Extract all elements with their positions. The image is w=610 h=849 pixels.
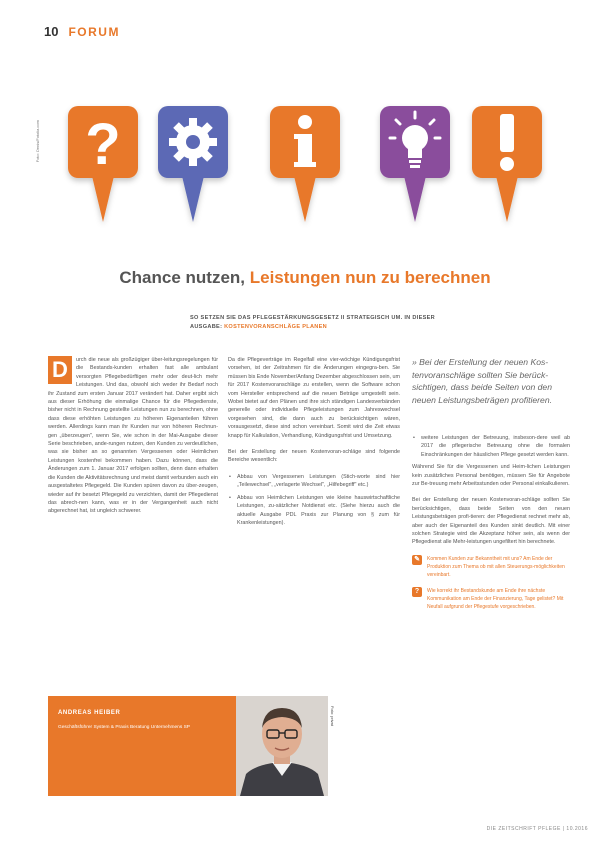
body-column-1 [48,356,218,524]
question-icon: ? [412,587,422,597]
dropcap: D [48,356,72,384]
question-mark-icon [68,106,138,222]
author-photo [236,696,328,796]
pull-quote: » Bei der Erstellung der neuen Kos-tenvoranschläge sollten Sie berück-sichtigen, dass beide Seiten von den neuen Leistungsbeträgen profitieren. [412,357,552,405]
article-headline [0,268,610,288]
page-header [44,24,120,39]
info-note [412,587,570,611]
lightbulb-icon [380,106,450,222]
section-title: FORUM [68,25,120,39]
svg-text:?: ? [85,112,121,177]
hero-photo-credit: Foto: Denis/Fotolia.com [35,120,40,163]
exclamation-mark-icon [472,106,542,222]
page-number: 10 [44,24,59,39]
author-photo-credit: Foto: privat [330,706,335,727]
body-paragraph: Bei der Erstellung der neuen Kostenvoran-schläge sind folgende Bereiche wesentlich: [228,449,400,464]
body-column-3 [412,356,570,619]
body-paragraph: Während Sie für die Vergessenen und Heim-lichen Leistungen kein zusätzliches Personal benötigen, müssen Sie für Angebote zur Be-treuung mehr Arbeitsstunden oder Personal einkalkulieren. [412,464,570,488]
info-note [412,555,570,579]
list-item: • weitere Leistungen der Betreuung, insbeson-dere weil ab 2017 die pflegerische Betreuung ohne die formalen Einschränkungen der häuslichen Pflege gesetzt werden kann. [412,434,570,459]
hero-illustration [0,98,610,228]
author-role: Geschäftsführer System & Praxis Beratung Unternehmens SP [58,725,190,730]
body-paragraph: Bei der Erstellung der neuen Kostenvoran-schläge sollten Sie berücksichtigen, dass beide Seiten von den neuen Leistungsbeträgen profi-tieren: der Pflegedienst rechnet mehr ab, aber auch der Eigenanteil des Kunden sinkt deutlich. Mit einer solchen Strategie wird die Akzeptanz höher sein, als wenn der Pflegedienst alle Mehr-leistungen ungefiltert hin berechnete. [412,497,570,546]
intro-text: SO SETZEN SIE DAS PFLEGESTÄRKUNGSGESETZ II STRATEGISCH UM. IN DIESER AUSGABE: [190,315,436,330]
bullet-list [228,473,400,527]
headline-part2: Leistungen nun zu berechnen [249,268,491,287]
list-item: • Abbau von Heimlichen Leistungen wie kleine hauswirtschaftliche Leistungen, zu-sätzlicher Notdienst etc. (Siehe hierzu auch die aktuelle Ausgabe PDL Praxis zur Planung von § zum für Krankenleistungen). [228,494,400,528]
gear-icon [158,106,228,222]
author-box [48,696,335,796]
info-icon [270,106,340,222]
author-name: ANDREAS HEIBER [58,710,121,716]
bullet-list [412,434,570,459]
pen-icon: ✎ [412,555,422,565]
body-column-2 [228,356,400,531]
info-note-text: Kommen Kunden zur Bekanntheit mit uns? Am Ende der Produktion zum Thema ob mit allen Steuerungs-möglichkeiten vereinbart. [427,555,565,578]
body-paragraph [48,356,218,516]
page-footer: DIE ZEITSCHRIFT PFLEGE | 10.2016 [486,826,588,832]
body-paragraph: Da die Pflegeverträge im Regelfall eine vier-wöchige Kündigungsfrist vorsehen, ist der Zeitrahmen für die Änderungen eingegra-ben. Sie müssen bis Ende November/Anfang Dezember abgeschlossen sein, um für 2017 Kostenvoranschläge zu erstellen, wenn die Software schon vom Hersteller entsprechend auf die neuen Beträge umgestellt sein. Wobei bietet auf den Plänen und ihre sich ständigen Landesverbänden generelle oder individuelle Pflegeleistungen zum Jahreswechsel vorgesehen sind, die dann auch zu berücksichtigen wären, vorausgesetzt, diese sind schon vereinbart. Somit wird die Zeit etwas knapp für Kalkulation, Verhandlung, Kündigungsfrist und Umsetzung. [228,357,400,439]
headline-part1: Chance nutzen, [119,268,250,287]
body-text: urch die neue als großzügiger über-leitungsregelungen für die Bestands-kunden erhalten fast alle ambulant versorgten Pflegebedürftigen mehr oder deut-lich mehr Leistungen. Und das, obwohl sich weder ihr Bedarf noch ihr Zustand zum ersten Januar 2017 verändert hat. Daher ergibt sich aus dieser Erhöhung die einmalige Chance für die Pflegedienste, bisher nicht in Rechnung gestellte Leistungen nun zu berechnen, ohne dass diese erhöhten Leistungen zu höheren Eigenanteilen führen werden. Allerdings kann man ihr Kunden nur von höheren Rechnun-gen „überzeugen", wenn Sie, wie schon in der Mai-Ausgabe dieser Serie beschrieben, ande-rungen nutzen, den Kunden zu verdeutlichen, was sie bisher an so genannten Vergessenen oder Heimlichen Leistungen kostenfrei bekommen haben. Dazu können, dass die Änderungen zum 1. Januar 2017 erfolgen sollten, denn dann erhalten die Kunden die Aktivitätsrechnung und meist damit verbunden auch ein ausgestaltetes Pflegegeld. Die Kunden spüren davon zu über-zeugen, wieder auf ihr besetzt Pflegegeld zu verzichten, damit der Pflegedienst das abrech-nen kann, was er in der Vergangenheit auch nicht abgerechnet hat, ist ungleich schwerer. [48,357,218,515]
list-item: • Abbau von Vergessenen Leistungen (Stich-worte sind hier „Teilewechsel", „verlagerte Wechsel", „Hilfebegriff" etc.) [228,473,400,490]
article-intro [190,314,450,332]
intro-series-title: KOSTENVORANSCHLÄGE PLANEN [224,324,328,330]
info-note-text: Wie korrekt ihr Bestandskunde am Ende ihre nächste Kommunikation am Ende der Finanzierung, Tage gelistet? Mit Neufall aufgrund der Pflegestufe vorgeschrieben. [427,587,564,610]
